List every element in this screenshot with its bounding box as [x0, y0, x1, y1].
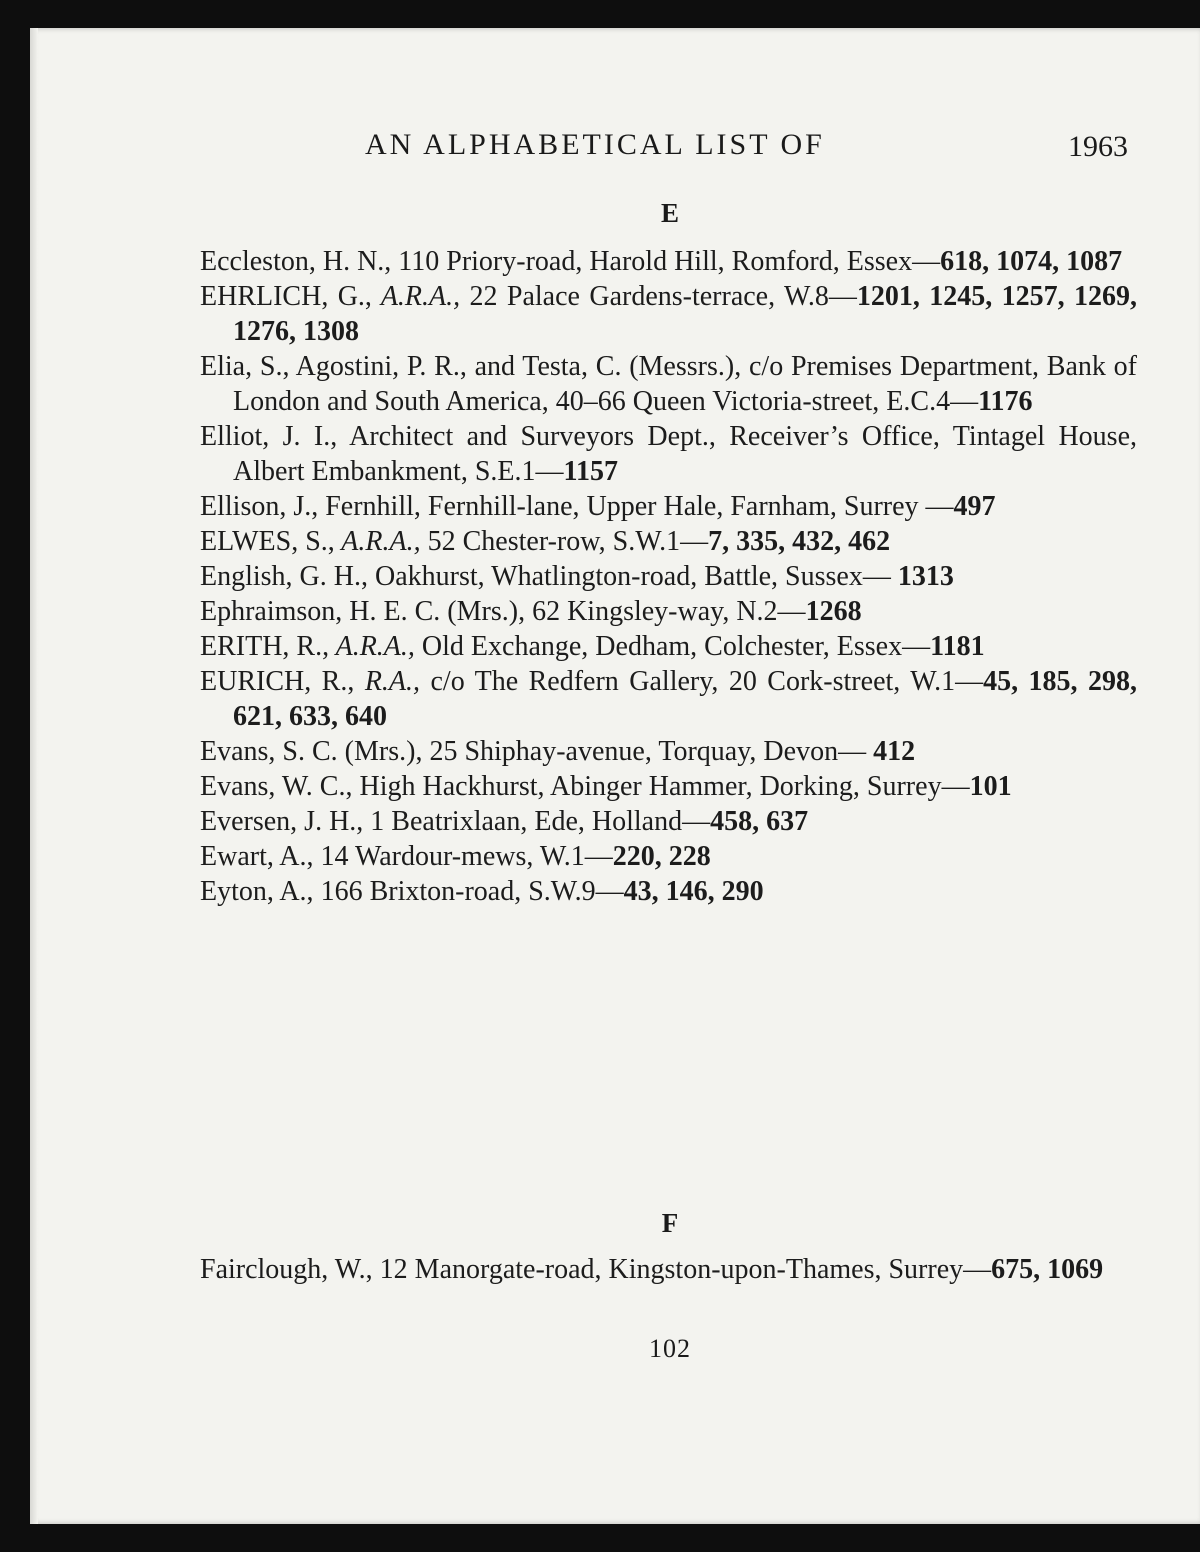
list-entry: Ephraimson, H. E. C. (Mrs.), 62 Kingsley-way, N.2—1268 — [200, 596, 862, 627]
list-entry: Eccleston, H. N., 110 Priory-road, Harold Hill, Romford, Essex—618, 1074, 1087 — [200, 246, 1123, 277]
section-letter-e: E — [660, 198, 679, 228]
running-title: AN ALPHABETICAL LIST OF — [365, 128, 825, 161]
list-entry: Elia, S., Agostini, P. R., and Testa, C. (Messrs.), c/o Premises Department, Bank of London and South America, 40–66 Queen Victoria-street, E.C.4—1176 — [200, 351, 1137, 417]
list-entry: Elliot, J. I., Architect and Surveyors Dept., Receiver’s Office, Tintagel House, Albert Embankment, S.E.1—1157 — [200, 421, 1138, 487]
page-header — [0, 128, 1200, 172]
list-entry: Evans, W. C., High Hackhurst, Abinger Hammer, Dorking, Surrey—101 — [200, 771, 1012, 802]
list-entry: Fairclough, W., 12 Manorgate-road, Kingston-upon-Thames, Surrey—675, 1069 — [200, 1254, 1104, 1285]
page-number: 102 — [649, 1334, 691, 1363]
list-entry: Ewart, A., 14 Wardour-mews, W.1—220, 228 — [200, 841, 711, 872]
entries-f — [200, 1252, 1137, 1287]
list-entry: Ellison, J., Fernhill, Fernhill-lane, Upper Hale, Farnham, Surrey —497 — [200, 491, 996, 522]
list-entry: ELWES, S., A.R.A., 52 Chester-row, S.W.1—7, 335, 432, 462 — [200, 526, 891, 557]
entries-e — [200, 244, 1137, 909]
list-entry: English, G. H., Oakhurst, Whatlington-road, Battle, Sussex— 1313 — [200, 561, 954, 592]
list-entry: EURICH, R., R.A., c/o The Redfern Gallery, 20 Cork-street, W.1—45, 185, 298, 621, 633, 640 — [200, 666, 1137, 732]
page-edge — [30, 28, 38, 1524]
list-entry: Evans, S. C. (Mrs.), 25 Shiphay-avenue, Torquay, Devon— 412 — [200, 736, 916, 767]
list-entry: EHRLICH, G., A.R.A., 22 Palace Gardens-terrace, W.8—1201, 1245, 1257, 1269, 1276, 1308 — [200, 281, 1138, 347]
list-entry: Eyton, A., 166 Brixton-road, S.W.9—43, 146, 290 — [200, 876, 764, 907]
list-entry: ERITH, R., A.R.A., Old Exchange, Dedham, Colchester, Essex—1181 — [200, 631, 985, 662]
list-entry: Eversen, J. H., 1 Beatrixlaan, Ede, Holland—458, 637 — [200, 806, 809, 837]
header-year: 1963 — [1068, 130, 1128, 163]
section-letter-f: F — [661, 1208, 679, 1238]
